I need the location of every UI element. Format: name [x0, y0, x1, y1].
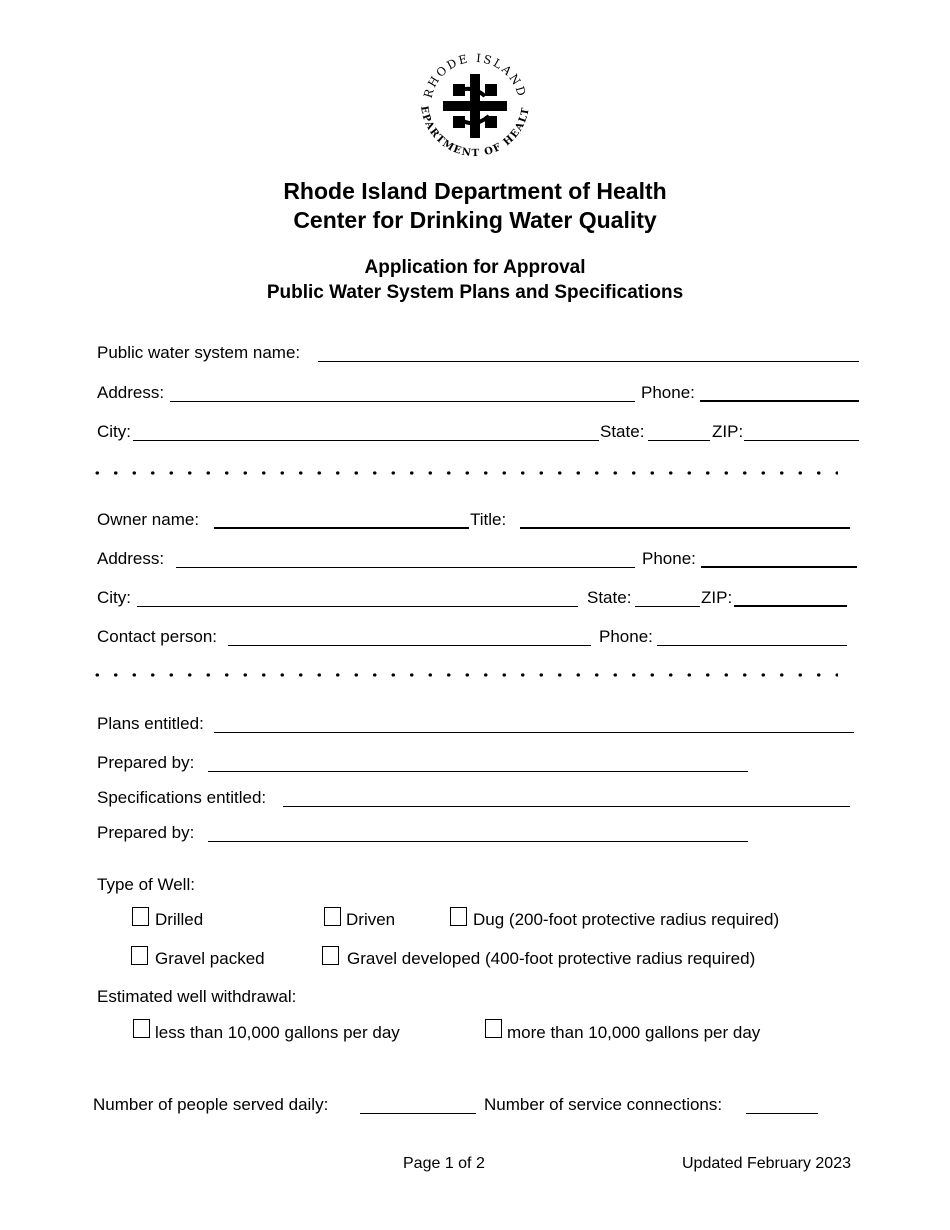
updated-date: Updated February 2023 [682, 1155, 851, 1172]
system-name-field[interactable] [318, 361, 859, 362]
withdrawal-less-label: less than 10,000 gallons per day [155, 1023, 400, 1042]
service-connections-label: Number of service connections: [484, 1095, 723, 1114]
system-phone-field[interactable] [700, 400, 859, 402]
owner-address-label: Address: [97, 549, 165, 568]
system-state-field[interactable] [648, 440, 710, 441]
owner-zip-label: ZIP: [701, 588, 733, 607]
org-name: Rhode Island Department of Health [283, 178, 667, 204]
specs-entitled-label: Specifications entitled: [97, 788, 267, 807]
svg-text:RHODE ISLAND: RHODE ISLAND [420, 50, 530, 100]
service-connections-field[interactable] [746, 1113, 818, 1114]
specs-prepared-by-label: Prepared by: [97, 823, 195, 842]
owner-name-label: Owner name: [97, 510, 200, 529]
plans-prepared-by-label: Prepared by: [97, 753, 195, 772]
system-zip-label: ZIP: [712, 422, 744, 441]
ri-health-seal [409, 40, 541, 172]
owner-zip-field[interactable] [734, 605, 847, 607]
system-zip-field[interactable] [744, 440, 859, 441]
drilled-checkbox[interactable] [132, 907, 149, 926]
drilled-label: Drilled [155, 910, 204, 929]
system-state-label: State: [600, 422, 645, 441]
specs-prepared-by-field[interactable] [208, 841, 748, 842]
page-number: Page 1 of 2 [403, 1155, 485, 1172]
plans-entitled-field[interactable] [214, 732, 854, 733]
gravel-packed-label: Gravel packed [155, 949, 265, 968]
withdrawal-more-checkbox[interactable] [485, 1019, 502, 1038]
gravel-developed-checkbox[interactable] [322, 946, 339, 965]
dug-checkbox[interactable] [450, 907, 467, 926]
owner-state-field[interactable] [635, 606, 700, 607]
owner-name-field[interactable] [214, 527, 469, 529]
owner-state-label: State: [587, 588, 632, 607]
system-city-field[interactable] [133, 440, 599, 441]
owner-phone-field[interactable] [701, 566, 857, 568]
system-city-label: City: [97, 422, 131, 441]
well-type-label: Type of Well: [97, 875, 195, 894]
withdrawal-more-label: more than 10,000 gallons per day [507, 1023, 761, 1042]
owner-city-label: City: [97, 588, 131, 607]
specs-entitled-field[interactable] [283, 806, 850, 807]
form-title: Application for Approval [364, 257, 586, 278]
system-name-label: Public water system name: [97, 343, 301, 362]
section-divider [88, 673, 838, 677]
people-served-field[interactable] [360, 1113, 476, 1114]
owner-phone-label: Phone: [642, 549, 696, 568]
system-address-label: Address: [97, 383, 165, 402]
plans-entitled-label: Plans entitled: [97, 714, 204, 733]
contact-person-field[interactable] [228, 645, 591, 646]
system-phone-label: Phone: [641, 383, 695, 402]
plans-prepared-by-field[interactable] [208, 771, 748, 772]
contact-person-label: Contact person: [97, 627, 218, 646]
gravel-developed-label: Gravel developed (400-foot protective radius required) [347, 949, 756, 968]
owner-city-field[interactable] [137, 606, 578, 607]
owner-title-field[interactable] [520, 527, 850, 529]
people-served-label: Number of people served daily: [93, 1095, 329, 1114]
withdrawal-label: Estimated well withdrawal: [97, 987, 297, 1006]
driven-checkbox[interactable] [324, 907, 341, 926]
center-name: Center for Drinking Water Quality [293, 207, 657, 233]
owner-title-label: Title: [470, 510, 507, 529]
system-address-field[interactable] [170, 401, 635, 402]
gravel-packed-checkbox[interactable] [131, 946, 148, 965]
driven-label: Driven [346, 910, 396, 929]
contact-phone-field[interactable] [657, 645, 847, 646]
withdrawal-less-checkbox[interactable] [133, 1019, 150, 1038]
dug-label: Dug (200-foot protective radius required) [473, 910, 780, 929]
svg-text:DEPARTMENT OF HEALTH: EPARTMENT OF HEALT [418, 105, 532, 160]
section-divider [88, 471, 838, 475]
form-subtitle: Public Water System Plans and Specifications [266, 282, 684, 303]
contact-phone-label: Phone: [599, 627, 653, 646]
owner-address-field[interactable] [176, 567, 635, 568]
